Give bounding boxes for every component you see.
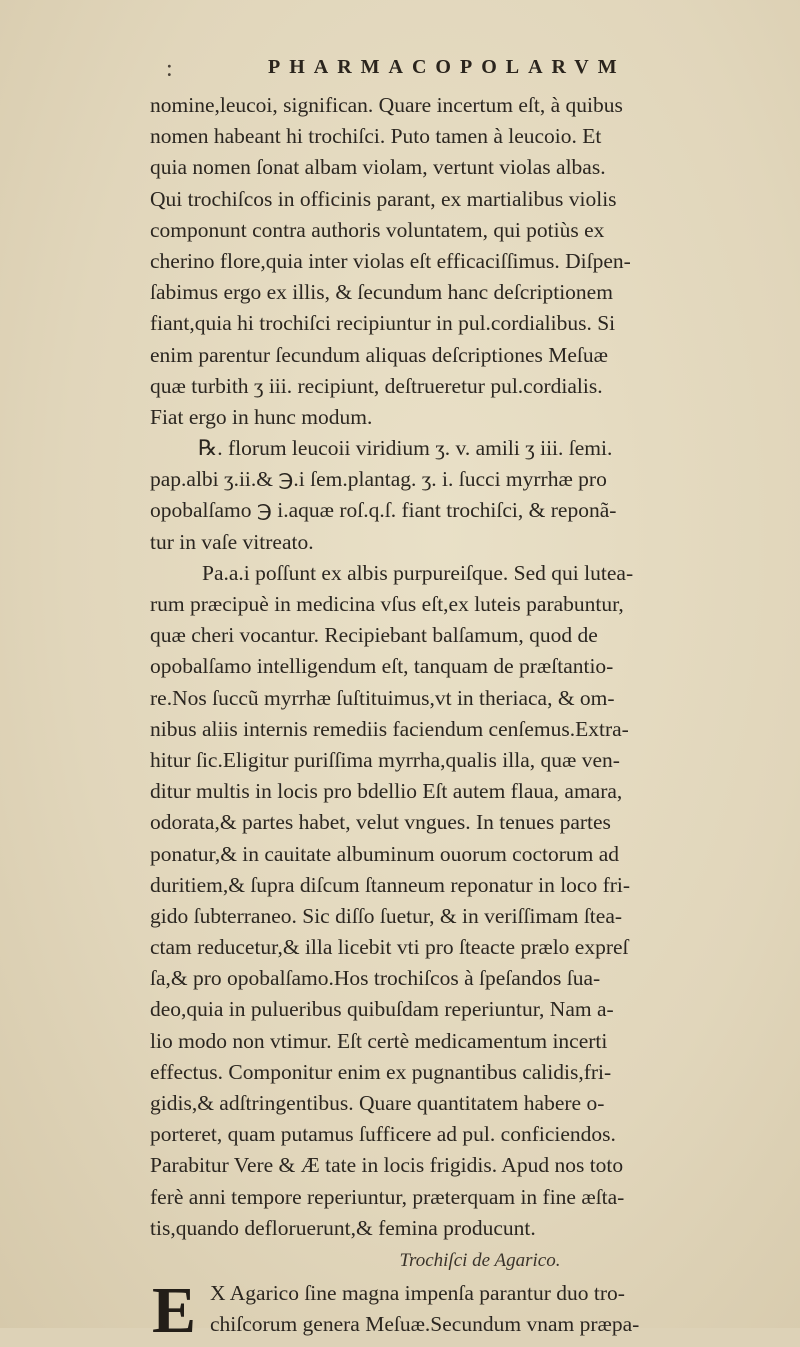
header-mark: :	[166, 56, 173, 82]
paragraph-line: quæ cheri vocantur. Recipiebant balſamum, quod de	[150, 623, 598, 648]
text-line: quæ turbith ʒ iii. recipiunt, deſtrueretur pul.cordialis.	[150, 373, 603, 398]
recipe-line: opobalſamo ℈ i.aquæ roſ.q.ſ. fiant trochiſci, & reponã-	[150, 498, 617, 523]
running-head: PHARMACOPOLARVM	[268, 56, 626, 78]
paragraph-line: ponatur,& in cauitate albuminum ouorum coctorum ad	[150, 841, 620, 866]
paragraph-line: gido ſubterraneo. Sic diſſo ſuetur, & in veriſſimam ſtea-	[150, 903, 623, 928]
text-line: quia nomen ſonat albam violam, vertunt violas albas.	[150, 155, 606, 180]
text-line: X Agarico ſine magna impenſa parantur duo tro-	[210, 1280, 625, 1305]
body-text	[150, 90, 790, 1347]
text-line: componunt contra authoris voluntatem, qui potiùs ex	[150, 217, 605, 242]
paragraph-line: hitur ſic.Eligitur puriſſima myrrha,qualis illa, quæ ven-	[150, 747, 620, 772]
paragraph-line: tis,quando defloruerunt,& femina producunt.	[150, 1215, 536, 1240]
opening-paragraph	[150, 1273, 790, 1347]
paragraph-line: porteret, quam putamus ſufficere ad pul. conficiendos.	[150, 1122, 616, 1147]
paragraph-line: gidis,& adſtringentibus. Quare quantitatem habere o-	[150, 1091, 605, 1115]
paragraph-line: nibus aliis internis remediis faciendum cenſemus.Extra-	[150, 716, 629, 741]
page-header	[0, 56, 800, 86]
paragraph-line: odorata,& partes habet, velut vngues. In tenues partes	[150, 810, 611, 835]
paragraph-line: re.Nos ſuccũ myrrhæ ſuſtituimus,vt in theriaca, & om-	[150, 685, 615, 710]
recipe-line: pap.albi ʒ.ii.& ℈.i ſem.plantag. ʒ. i. ſucci myrrhæ pro	[150, 467, 607, 492]
section-title: Trochiſci de Agarico.	[399, 1249, 561, 1271]
drop-cap: E	[152, 1273, 197, 1347]
text-line: nomen habeant hi trochiſci. Puto tamen à leucoio. Et	[150, 124, 602, 149]
paragraph-line: ferè anni tempore reperiuntur, præterquam in fine æſta-	[150, 1184, 625, 1209]
paragraph-line: Parabitur Vere & Æ tate in locis frigidis. Apud nos toto	[150, 1153, 624, 1178]
text-line: fiant,quia hi trochiſci recipiuntur in pul.cordialibus. Si	[150, 311, 616, 336]
text-line: cherino flore,quia inter violas eſt efficaciſſimus. Diſpen-	[150, 248, 631, 273]
paragraph-line: rum præcipuè in medicina vſus eſt,ex luteis parabuntur,	[150, 592, 624, 616]
paragraph-line: duritiem,& ſupra diſcum ſtanneum reponatur in loco fri-	[150, 872, 631, 897]
recipe-line: tur in vaſe vitreato.	[150, 529, 314, 554]
paragraph-line: Pa.a.i poſſunt ex albis purpureiſque. Sed qui lutea-	[202, 560, 634, 585]
paragraph-line: ſa,& pro opobalſamo.Hos trochiſcos à ſpeſandos ſua-	[150, 966, 601, 991]
text-line: Qui trochiſcos in officinis parant, ex martialibus violis	[150, 186, 617, 211]
text-line: ſabimus ergo ex illis, & ſecundum hanc deſcriptionem	[150, 280, 613, 305]
paragraph-line: ctam reducetur,& illa licebit vti pro ſteacte prælo expreſ	[150, 935, 629, 960]
text-line: chiſcorum genera Meſuæ.Secundum vnam præpa-	[210, 1312, 640, 1337]
recipe-line: ℞. florum leucoii viridium ʒ. v. amili ʒ iii. ſemi.	[198, 436, 613, 461]
paragraph-line: ditur multis in locis pro bdellio Eſt autem flaua, amara,	[150, 779, 623, 804]
paragraph-line: effectus. Componitur enim ex pugnantibus calidis,fri-	[150, 1059, 612, 1084]
text-line: Fiat ergo in hunc modum.	[150, 404, 373, 429]
paragraph-line: opobalſamo intelligendum eſt, tanquam de præſtantio-	[150, 654, 614, 679]
paragraph-line: lio modo non vtimur. Eſt certè medicamentum incerti	[150, 1028, 608, 1053]
text-line: nomine,leucoi, significan. Quare incertum eſt, à quibus	[150, 93, 623, 117]
paragraph-line: deo,quia in pulueribus quibuſdam reperiuntur, Nam a-	[150, 997, 614, 1022]
text-line: enim parentur ſecundum aliquas deſcriptiones Meſuæ	[150, 342, 608, 367]
